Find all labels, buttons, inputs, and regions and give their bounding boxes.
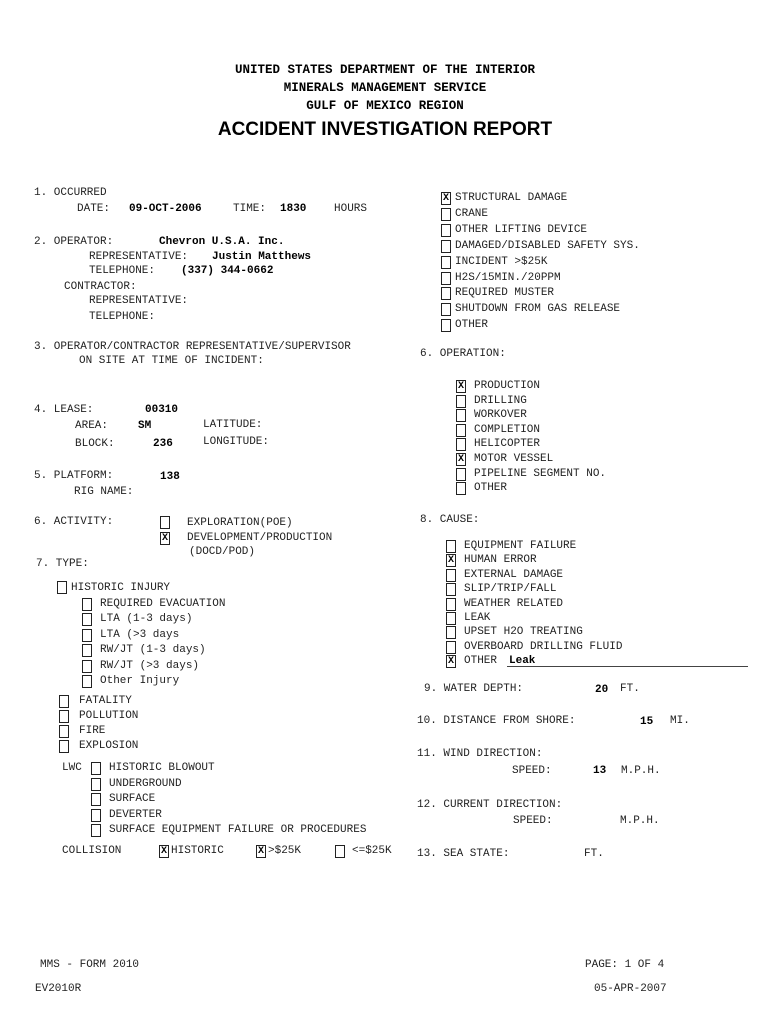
type-item-checkbox[interactable] — [59, 725, 69, 738]
cause-item-label: HUMAN ERROR — [464, 554, 537, 567]
collision-le-label: <=$25K — [352, 845, 392, 857]
damage-item-label: H2S/15MIN./20PPM — [455, 271, 561, 284]
injury-item-label: RW/JT (1-3 days) — [100, 644, 206, 657]
collision-label: COLLISION — [62, 845, 122, 857]
area-value: SM — [138, 420, 152, 432]
type-label: 7. TYPE: — [36, 558, 89, 570]
cause-other-underline — [507, 666, 748, 667]
cause-item-checkbox[interactable] — [446, 583, 456, 596]
operation-item-label: COMPLETION — [474, 423, 541, 436]
injury-item-checkbox[interactable] — [82, 675, 92, 688]
operation-item-label: PRODUCTION — [474, 380, 541, 392]
injury-item-label: REQUIRED EVACUATION — [100, 598, 226, 610]
damage-item-checkbox[interactable] — [441, 272, 451, 285]
lwc-label: LWC — [62, 762, 82, 774]
current-speed-unit: M.P.H. — [620, 815, 660, 827]
cause-item-label: LEAK — [464, 612, 491, 624]
longitude-label: LONGITUDE: — [203, 436, 270, 448]
distance-unit: MI. — [670, 715, 690, 727]
operator-tel-value: (337) 344-0662 — [181, 265, 274, 277]
injury-item-checkbox[interactable] — [82, 613, 92, 626]
cause-item-checkbox[interactable]: X — [447, 555, 454, 567]
cause-item-checkbox[interactable] — [446, 598, 456, 611]
time-value: 1830 — [280, 203, 307, 215]
damage-item-label: OTHER LIFTING DEVICE — [455, 223, 588, 236]
operation-item-checkbox[interactable] — [456, 438, 466, 451]
operation-item-checkbox[interactable]: X — [457, 454, 464, 465]
hours-label: HOURS — [334, 203, 368, 215]
injury-item-checkbox[interactable] — [82, 644, 92, 657]
supervisor-label: 3. OPERATOR/CONTRACTOR REPRESENTATIVE/SUPERVISOR — [34, 341, 351, 353]
cause-item-checkbox[interactable] — [446, 540, 456, 553]
date-value: 09-OCT-2006 — [129, 203, 202, 215]
water-depth-unit: FT. — [620, 683, 640, 695]
injury-item-label: LTA (1-3 days) — [100, 613, 193, 626]
lwc-item-label: SURFACE — [109, 793, 156, 805]
damage-item-label: STRUCTURAL DAMAGE — [455, 192, 568, 204]
occurred-label: 1. OCCURRED — [34, 187, 107, 199]
historic-injury-label: HISTORIC INJURY — [71, 582, 171, 594]
collision-gt-checkbox[interactable]: X — [257, 846, 264, 857]
wind-speed-label: SPEED: — [512, 765, 552, 777]
injury-item-label: RW/JT (>3 days) — [100, 659, 200, 672]
operation-label: 6. OPERATION: — [420, 348, 506, 360]
operator-name: Chevron U.S.A. Inc. — [159, 236, 285, 248]
type-item-label: FATALITY — [79, 695, 132, 707]
supervisor-label-2: ON SITE AT TIME OF INCIDENT: — [79, 355, 264, 367]
wind-speed-unit: M.P.H. — [621, 765, 661, 777]
region-heading: GULF OF MEXICO REGION — [306, 99, 464, 113]
cause-item-label: UPSET H2O TREATING — [464, 626, 583, 639]
type-item-label: EXPLOSION — [79, 740, 139, 753]
injury-item-label: LTA (>3 days — [100, 628, 180, 641]
exploration-label: EXPLORATION(POE) — [187, 517, 293, 529]
latitude-label: LATITUDE: — [203, 419, 263, 431]
cause-item-checkbox[interactable] — [446, 612, 456, 625]
sea-state-unit: FT. — [584, 848, 604, 860]
exploration-checkbox[interactable] — [160, 516, 170, 529]
operator-label: 2. OPERATOR: — [34, 236, 114, 248]
operation-item-label: DRILLING — [474, 394, 527, 407]
cause-item-label: EQUIPMENT FAILURE — [464, 540, 577, 552]
operator-tel-label: TELEPHONE: — [89, 265, 156, 277]
operation-item-checkbox[interactable] — [456, 395, 466, 408]
operation-item-checkbox[interactable] — [456, 409, 466, 422]
operation-item-checkbox[interactable]: X — [457, 381, 464, 392]
dept-heading: UNITED STATES DEPARTMENT OF THE INTERIOR — [234, 63, 536, 77]
activity-label: 6. ACTIVITY: — [34, 516, 114, 528]
current-direction-label: 12. CURRENT DIRECTION: — [417, 799, 563, 811]
type-item-checkbox[interactable] — [59, 740, 69, 753]
cause-item-label: SLIP/TRIP/FALL — [464, 583, 557, 596]
service-heading: MINERALS MANAGEMENT SERVICE — [283, 81, 487, 95]
water-depth-label: 9. WATER DEPTH: — [424, 683, 524, 695]
sea-state-label: 13. SEA STATE: — [417, 848, 510, 860]
collision-le-checkbox[interactable] — [335, 845, 345, 858]
lwc-item-checkbox[interactable] — [91, 778, 101, 791]
damage-item-checkbox[interactable] — [441, 256, 451, 269]
area-label: AREA: — [75, 420, 109, 432]
platform-label: 5. PLATFORM: — [34, 470, 114, 482]
damage-item-label: CRANE — [455, 207, 489, 220]
operation-item-label: MOTOR VESSEL — [474, 453, 554, 465]
injury-item-checkbox[interactable] — [82, 660, 92, 673]
damage-item-checkbox[interactable] — [441, 319, 451, 332]
type-item-checkbox[interactable] — [59, 710, 69, 723]
block-label: BLOCK: — [75, 438, 115, 450]
lease-value: 00310 — [145, 404, 179, 416]
collision-historic-checkbox[interactable]: X — [160, 846, 167, 857]
platform-value: 138 — [160, 471, 180, 483]
lwc-item-label: HISTORIC BLOWOUT — [109, 762, 215, 774]
cause-item-checkbox[interactable]: X — [447, 656, 454, 668]
cause-item-checkbox[interactable] — [446, 626, 456, 639]
operation-item-label: WORKOVER — [474, 409, 527, 422]
cause-item-label: WEATHER RELATED — [464, 597, 564, 610]
operation-item-checkbox[interactable] — [456, 468, 466, 481]
wind-speed-value: 13 — [593, 765, 607, 777]
cause-label: 8. CAUSE: — [420, 514, 480, 526]
date-label: DATE: — [77, 203, 111, 215]
operation-item-label: HELICOPTER — [474, 438, 541, 451]
damage-item-label: DAMAGED/DISABLED SAFETY SYS. — [455, 239, 640, 252]
wind-direction-label: 11. WIND DIRECTION: — [417, 748, 543, 760]
cause-item-label: OTHER — [464, 655, 498, 668]
lwc-item-checkbox[interactable] — [91, 762, 101, 775]
rig-name-label: RIG NAME: — [74, 486, 134, 498]
damage-item-checkbox[interactable] — [441, 208, 451, 221]
cause-other-value: Leak — [509, 655, 536, 667]
damage-item-checkbox[interactable] — [441, 224, 451, 237]
form-number: MMS - FORM 2010 — [40, 959, 140, 971]
damage-item-label: OTHER — [455, 319, 489, 332]
form-code: EV2010R — [35, 983, 82, 995]
damage-item-label: INCIDENT >$25K — [455, 255, 548, 268]
operator-rep-label: REPRESENTATIVE: — [89, 251, 189, 263]
operator-rep-value: Justin Matthews — [212, 251, 312, 263]
current-speed-label: SPEED: — [513, 815, 553, 827]
development-label-2: (DOCD/POD) — [189, 546, 256, 558]
damage-item-checkbox[interactable]: X — [442, 193, 449, 204]
cause-item-label: OVERBOARD DRILLING FLUID — [464, 640, 623, 653]
lease-label: 4. LEASE: — [34, 404, 94, 416]
damage-item-checkbox[interactable] — [441, 287, 451, 300]
development-checkbox[interactable]: X — [161, 533, 168, 544]
damage-item-checkbox[interactable] — [441, 303, 451, 316]
injury-item-checkbox[interactable] — [82, 629, 92, 642]
type-item-checkbox[interactable] — [59, 695, 69, 708]
injury-item-checkbox[interactable] — [82, 598, 92, 611]
operation-item-label: PIPELINE SEGMENT NO. — [474, 467, 607, 480]
block-value: 236 — [153, 438, 173, 450]
operation-item-checkbox[interactable] — [456, 424, 466, 437]
time-label: TIME: — [233, 203, 267, 215]
contractor-rep-label: REPRESENTATIVE: — [89, 295, 189, 307]
page-number: PAGE: 1 OF 4 — [585, 959, 665, 971]
collision-gt-label: >$25K — [268, 845, 302, 857]
report-title: ACCIDENT INVESTIGATION REPORT — [217, 119, 553, 140]
damage-item-label: REQUIRED MUSTER — [455, 287, 555, 300]
lwc-item-label: SURFACE EQUIPMENT FAILURE OR PROCEDURES — [109, 824, 367, 836]
distance-label: 10. DISTANCE FROM SHORE: — [417, 715, 576, 727]
type-item-label: FIRE — [79, 725, 106, 738]
lwc-item-label: UNDERGROUND — [109, 777, 182, 790]
cause-item-checkbox[interactable] — [446, 569, 456, 582]
damage-item-label: SHUTDOWN FROM GAS RELEASE — [455, 303, 621, 316]
lwc-item-checkbox[interactable] — [91, 793, 101, 806]
contractor-tel-label: TELEPHONE: — [89, 311, 156, 323]
type-item-label: POLLUTION — [79, 710, 139, 723]
historic-injury-checkbox[interactable] — [57, 581, 67, 594]
distance-value: 15 — [640, 716, 654, 728]
cause-item-label: EXTERNAL DAMAGE — [464, 568, 564, 581]
damage-item-checkbox[interactable] — [441, 240, 451, 253]
development-label: DEVELOPMENT/PRODUCTION — [187, 532, 333, 544]
collision-historic-label: HISTORIC — [171, 845, 224, 857]
lwc-item-checkbox[interactable] — [91, 809, 101, 822]
injury-item-label: Other Injury — [100, 675, 180, 687]
report-date: 05-APR-2007 — [594, 983, 667, 995]
lwc-item-checkbox[interactable] — [91, 824, 101, 837]
contractor-label: CONTRACTOR: — [64, 281, 137, 293]
cause-item-checkbox[interactable] — [446, 641, 456, 654]
water-depth-value: 20 — [595, 684, 609, 696]
operation-item-label: OTHER — [474, 482, 508, 495]
operation-item-checkbox[interactable] — [456, 482, 466, 495]
lwc-item-label: DEVERTER — [109, 808, 162, 821]
